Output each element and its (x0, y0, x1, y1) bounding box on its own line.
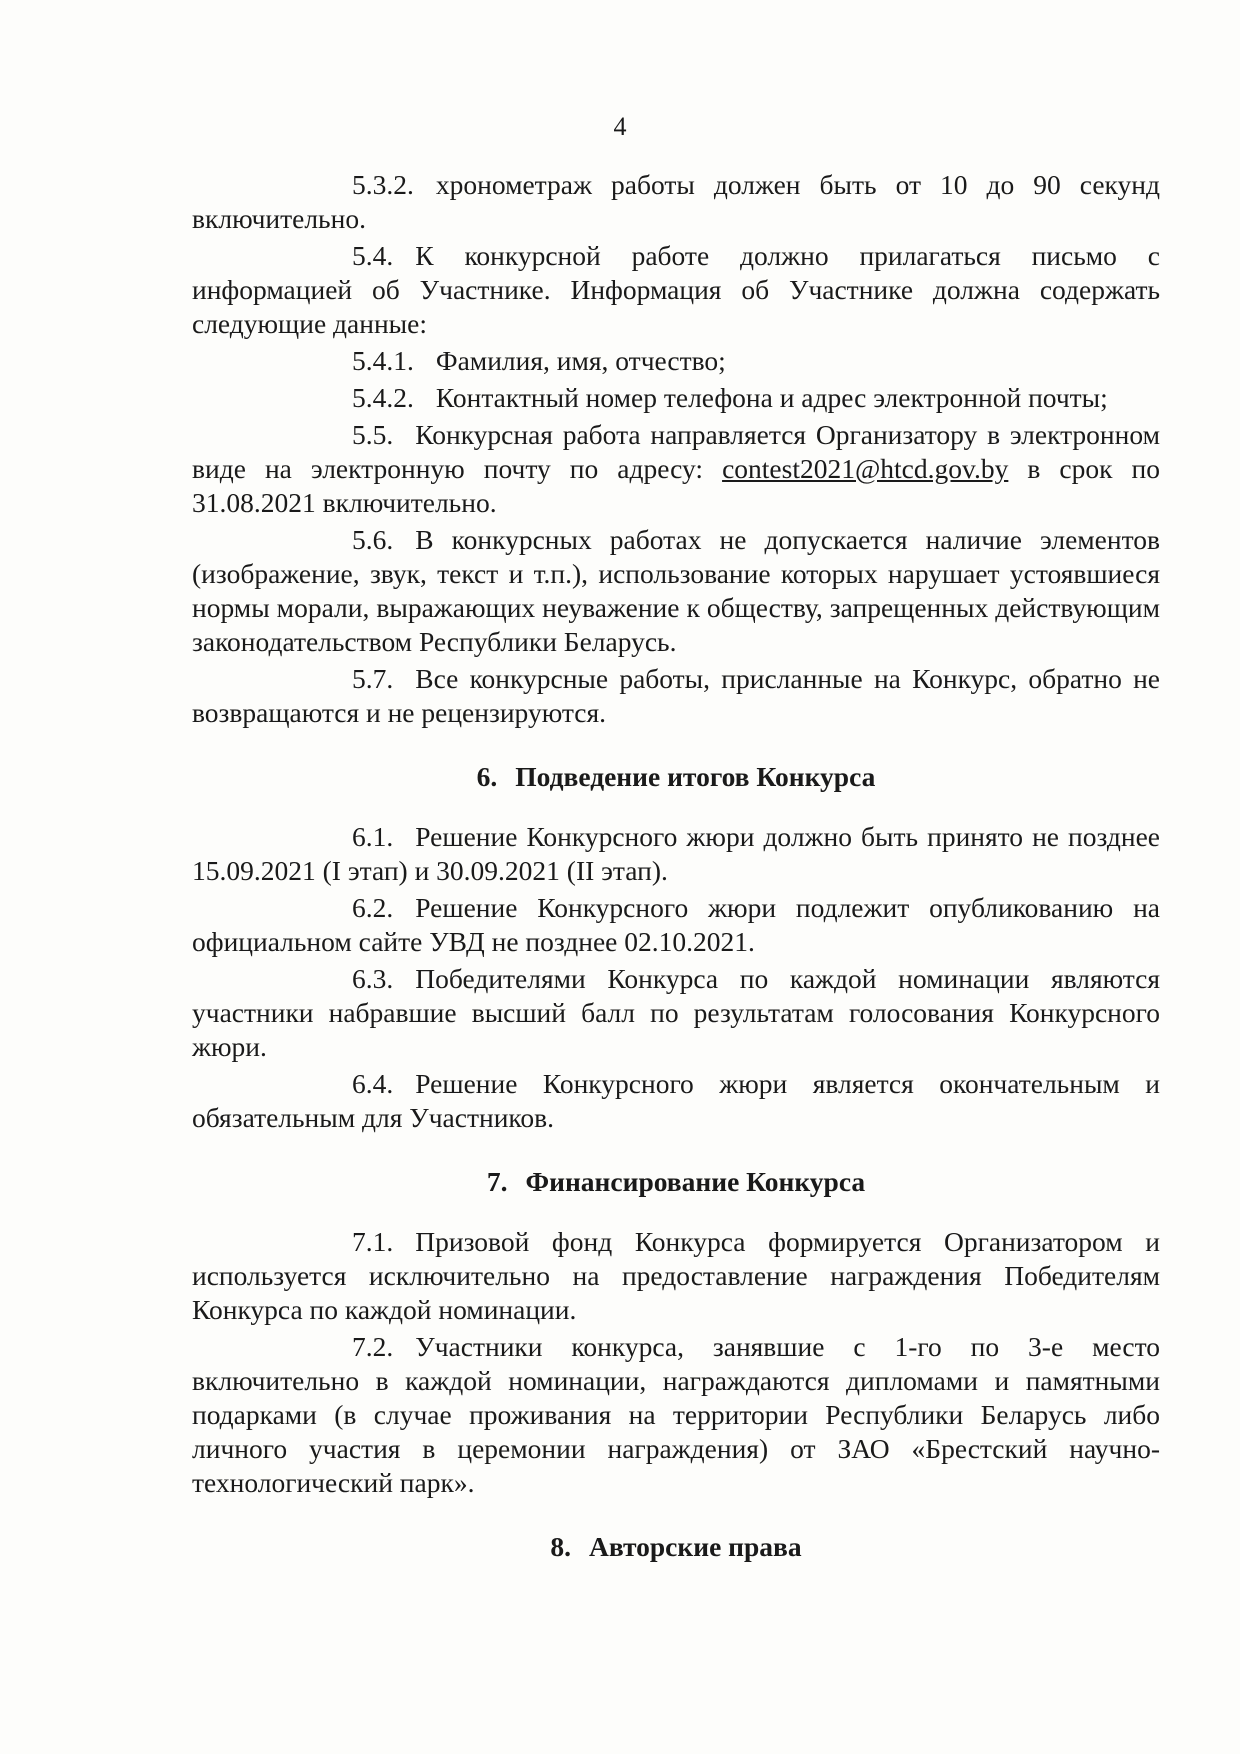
paragraph-6-1 (192, 820, 1160, 888)
paragraph-5-7 (192, 662, 1160, 730)
paragraph-5-3-2 (192, 168, 1160, 236)
paragraph-5-4-2 (192, 381, 1160, 415)
section-title: Финансирование Конкурса (525, 1166, 866, 1197)
item-number: 5.4. (352, 240, 394, 271)
item-number: 5.6. (352, 524, 394, 555)
item-number: 7.2. (352, 1331, 394, 1362)
section-heading-8 (192, 1530, 1160, 1564)
item-number: 6.3. (352, 963, 394, 994)
item-number: 6.2. (352, 892, 394, 923)
paragraph-5-4-1 (192, 344, 1160, 378)
paragraph-text: Участники конкурса, занявшие с 1-го по 3-е место включительно в каждой номинации, награждаются дипломами и памятными подарками (в случае проживания на территории Республики Беларусь либо личного участия в церемонии награждения) от ЗАО «Брестский научно-технологический парк». (192, 1331, 1160, 1498)
item-number: 5.4.2. (352, 382, 414, 413)
paragraph-text: Все конкурсные работы, присланные на Конкурс, обратно не возвращаются и не рецензируются. (192, 663, 1160, 728)
paragraph-text: Контактный номер телефона и адрес электронной почты; (435, 382, 1108, 413)
item-number: 6.1. (352, 821, 394, 852)
section-number: 7. (486, 1166, 508, 1197)
section-heading-7 (192, 1165, 1160, 1199)
paragraph-6-2 (192, 891, 1160, 959)
item-number: 7.1. (352, 1226, 394, 1257)
paragraph-text: Победителями Конкурса по каждой номинации являются участники набравшие высший балл по результатам голосования Конкурсного жюри. (192, 963, 1160, 1062)
section-title: Подведение итогов Конкурса (515, 761, 876, 792)
item-number: 5.5. (352, 419, 394, 450)
paragraph-text: В конкурсных работах не допускается наличие элементов (изображение, звук, текст и т.п.), использование которых нарушает устоявшиеся нормы морали, выражающих неуважение к обществу, запрещенных действующим законодательством Республики Беларусь. (192, 524, 1160, 657)
contest-email-link[interactable]: contest2021@htcd.gov.by (722, 453, 1009, 484)
paragraph-5-4 (192, 239, 1160, 341)
paragraph-5-5 (192, 418, 1160, 520)
paragraph-text: хронометраж работы должен быть от 10 до 90 секунд включительно. (192, 169, 1160, 234)
section-number: 6. (476, 761, 498, 792)
paragraph-text: Фамилия, имя, отчество; (435, 345, 726, 376)
paragraph-6-3 (192, 962, 1160, 1064)
paragraph-text: К конкурсной работе должно прилагаться письмо с информацией об Участнике. Информация об Участнике должна содержать следующие данные: (192, 240, 1160, 339)
paragraph-text: Призовой фонд Конкурса формируется Организатором и используется исключительно на предоставление награждения Победителям Конкурса по каждой номинации. (192, 1226, 1160, 1325)
item-number: 5.4.1. (352, 345, 414, 376)
paragraph-text: Конкурсная работа направляется Организатору в электронном виде на электронную почту по адресу: (192, 419, 1160, 484)
paragraph-text: Решение Конкурсного жюри должно быть принято не позднее 15.09.2021 (I этап) и 30.09.2021 (II этап). (192, 821, 1160, 886)
paragraph-7-2 (192, 1330, 1160, 1500)
paragraph-6-4 (192, 1067, 1160, 1135)
section-title: Авторские права (588, 1531, 802, 1562)
item-number: 6.4. (352, 1068, 394, 1099)
item-number: 5.3.2. (352, 169, 414, 200)
document-body (192, 168, 1160, 1590)
page-number: 4 (613, 112, 627, 141)
paragraph-text: в срок по 31.08.2021 включительно. (192, 453, 1160, 518)
paragraph-text: Решение Конкурсного жюри подлежит опубликованию на официальном сайте УВД не позднее 02.10.2021. (192, 892, 1160, 957)
item-number: 5.7. (352, 663, 394, 694)
paragraph-7-1 (192, 1225, 1160, 1327)
paragraph-5-6 (192, 523, 1160, 659)
section-number: 8. (550, 1531, 571, 1562)
paragraph-text: Решение Конкурсного жюри является окончательным и обязательным для Участников. (192, 1068, 1160, 1133)
section-heading-6 (192, 760, 1160, 794)
